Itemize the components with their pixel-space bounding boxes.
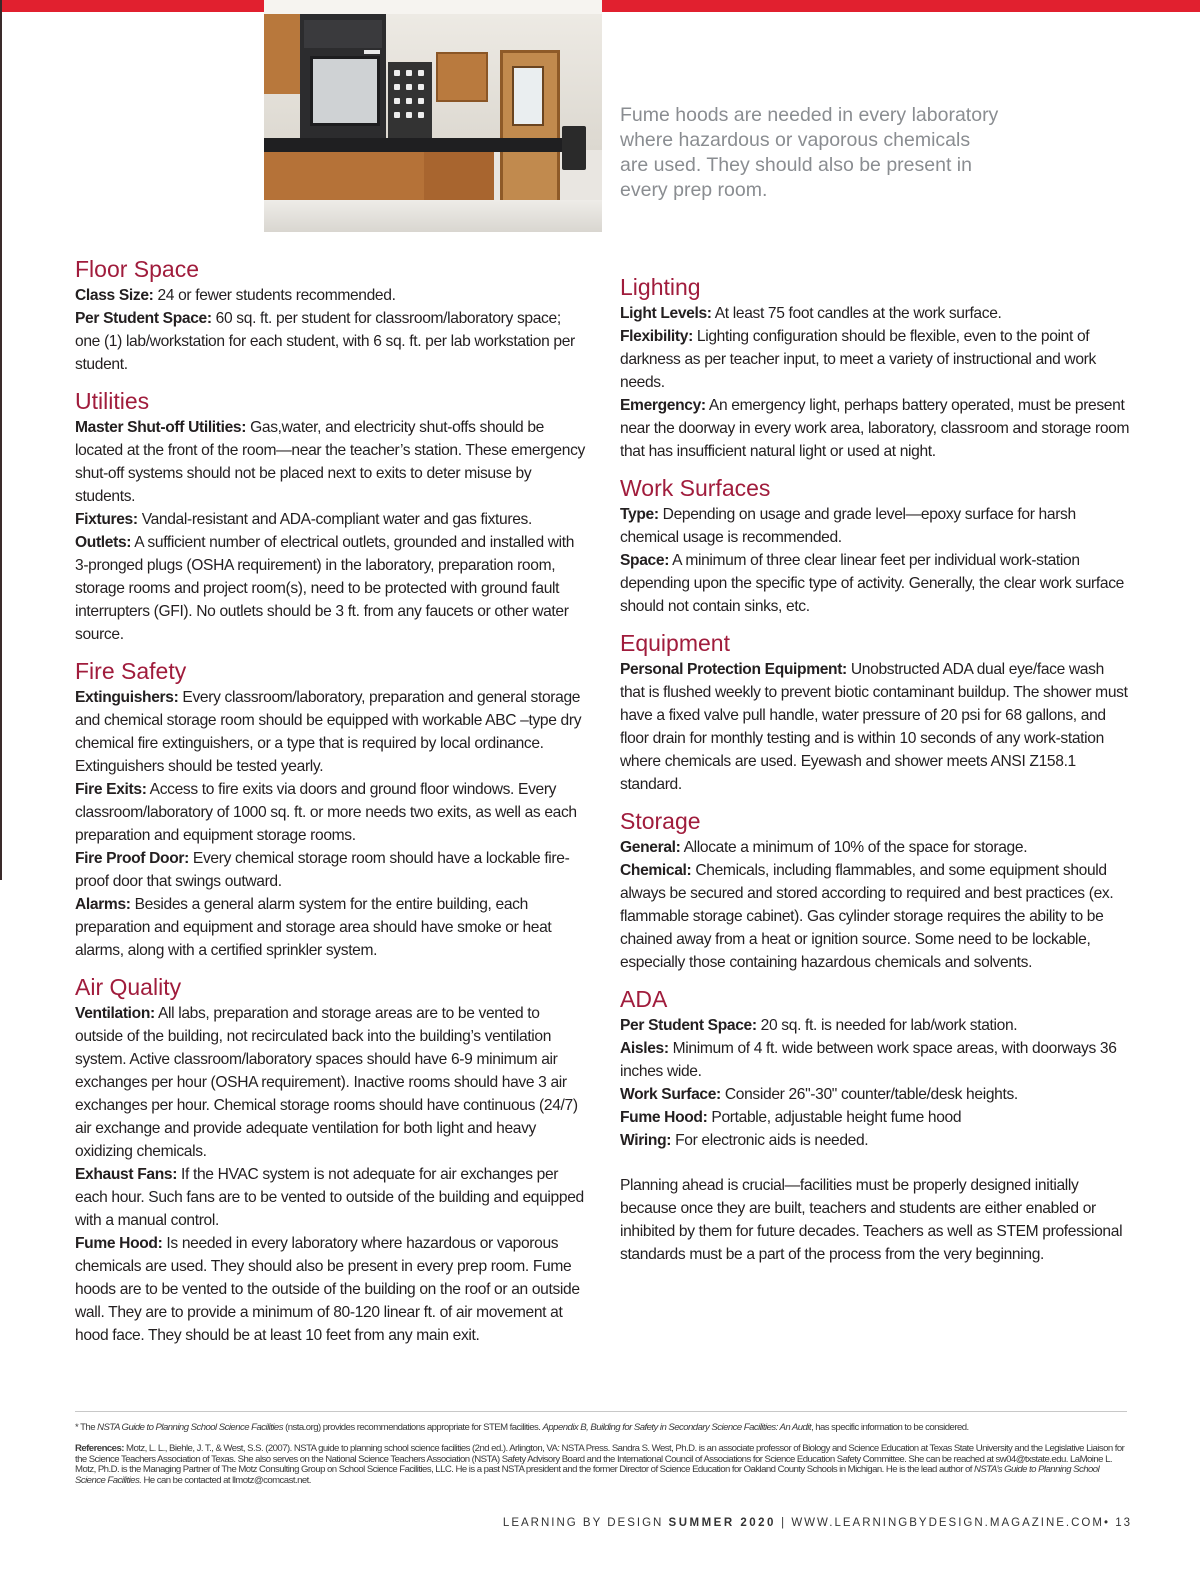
term-text: Every classroom/laboratory, preparation and general storage and chemical storage room should be equipped with workable ABC –type dry chemical fire extinguishers, or a type that is required by local ordinance. Extinguishers should be tested yearly. — [75, 689, 582, 775]
term-text: Lighting configuration should be flexible, even to the point of darkness as per teacher input, to meet a variety of instructional and work needs. — [620, 328, 1096, 391]
footnote — [75, 1422, 1127, 1433]
paragraph-fume-hood — [75, 1232, 587, 1347]
paragraph-alarms — [75, 893, 587, 962]
term-label: General: — [620, 839, 681, 856]
term-text: Consider 26"-30" counter/table/desk heights. — [720, 1086, 1018, 1103]
paragraph-flexibility — [620, 325, 1132, 394]
section-heading: Floor Space — [75, 256, 200, 282]
term-label: Flexibility: — [620, 328, 693, 345]
term-text: Chemicals, including flammables, and some equipment should always be secured and stored according to required and best practices (ex. flammable storage cabinet). Gas cylinder storage requires the ability to be chained away from a heat or ignition source. Some need to be lockable, especially those containing hazardous chemicals and solvents. — [620, 862, 1114, 971]
page-edge-line — [0, 0, 2, 880]
term-text: Besides a general alarm system for the entire building, each preparation and equipment and storage area should have smoke or heat alarms, along with a certified sprinkler system. — [75, 896, 552, 959]
term-text: For electronic aids is needed. — [671, 1132, 869, 1149]
references-guide-title: NSTA’s Guide to Planning School Science Facilities. — [75, 1464, 1100, 1486]
paragraph-fixtures — [75, 508, 587, 531]
term-label: Class Size: — [75, 287, 154, 304]
section-equipment — [620, 630, 1132, 796]
paragraph-fire-proof-door — [75, 847, 587, 893]
term-label: Personal Protection Equipment: — [620, 661, 847, 678]
term-label: Emergency: — [620, 397, 706, 414]
references-text: Motz, L. L., Biehle, J. T., & West, S.S. (2007). NSTA guide to planning school science facilities (2nd ed.). Arlington, VA: NSTA Press. Sandra S. West, Ph.D. is an associate professor of Biology and Science Education at Texas State University and the Legislative Liaison for the Science Teachers Association of Texas. She also serves on the National Science Teachers Association (NSTA) Safety Advisory Board and the International Council of Associations for Science Education Safety Committee. She can be reached at sw04@txstate.edu. LaMoine L. Motz, Ph.D. is the Managing Partner of The Motz Consulting Group on School Science Facilities, LLC. He is a past NSTA president and the former Director of Science Education for Oakland County Schools in Michigan. He is the lead author of — [75, 1443, 1125, 1475]
footnote-appendix-title: Appendix B, Building for Safety in Secondary Science Facilities: An Audit — [542, 1422, 811, 1433]
paragraph-ventilation — [75, 1002, 587, 1163]
term-label: Chemical: — [620, 862, 692, 879]
footer-separator: | — [781, 1517, 787, 1529]
term-text: Unobstructed ADA dual eye/face wash that is flushed weekly to prevent biotic contaminant buildup. The shower must have a fixed valve pull handle, water pressure of 20 psi for 68 gallons, and floor drain for monthly testing and is within 10 seconds of any work-station where chemicals are used. Eyewash and shower meets ANSI Z158.1 standard. — [620, 661, 1128, 793]
section-fire-safety — [75, 658, 587, 962]
term-label: Type: — [620, 506, 659, 523]
term-text: A sufficient number of electrical outlets, grounded and installed with 3-pronged plugs (OSHA requirement) in the laboratory, preparation room, storage rooms and project room(s), need to be protected with ground fault interrupters (GFI). No outlets should be 3 ft. from any faucets or other water source. — [75, 534, 575, 643]
term-label: Alarms: — [75, 896, 131, 913]
paragraph-chemical — [620, 859, 1132, 974]
paragraph-extinguishers — [75, 686, 587, 778]
term-text: Is needed in every laboratory where hazardous or vaporous chemicals are used. They should also be present in every prep room. Fume hoods are to be vented to the outside of the building on the roof or an outside wall. They are to provide a minimum of 80-120 linear ft. of air movement at hood face. They should be at least 10 feet from any main exit. — [75, 1235, 580, 1344]
term-label: Master Shut-off Utilities: — [75, 419, 247, 436]
paragraph-fume-hood — [620, 1106, 1132, 1129]
paragraph-fire-exits — [75, 778, 587, 847]
term-text: An emergency light, perhaps battery operated, must be present near the doorway in every work area, laboratory, classroom and storage room that has insufficient natural light or used at night. — [620, 397, 1130, 460]
term-label: Fire Exits: — [75, 781, 147, 798]
footer-bullet: • — [1103, 1517, 1110, 1529]
term-text: Minimum of 4 ft. wide between work space areas, with doorways 36 inches wide. — [620, 1040, 1117, 1080]
caption-line: Fume hoods are needed in every laboratory — [620, 104, 999, 126]
section-heading: Equipment — [620, 630, 730, 656]
issue-label: SUMMER 2020 — [668, 1517, 776, 1529]
section-work-surfaces — [620, 475, 1132, 618]
term-text: Every chemical storage room should have a lockable fire-proof door that swings outward. — [75, 850, 570, 890]
page-number: 13 — [1115, 1517, 1132, 1529]
website-link[interactable]: WWW.LEARNINGBYDESIGN.MAGAZINE.COM — [791, 1517, 1104, 1529]
term-label: Extinguishers: — [75, 689, 179, 706]
paragraph-type — [620, 503, 1132, 549]
term-label: Fixtures: — [75, 511, 138, 528]
term-label: Wiring: — [620, 1132, 672, 1149]
section-heading: Fire Safety — [75, 658, 187, 684]
closing-paragraph: Planning ahead is crucial—facilities must be properly designed initially because once they are built, teachers and students are either enabled or inhibited by them for future decades. Teachers as well as STEM professional standards must be a part of the process from the very beginning. — [620, 1177, 1123, 1263]
section-air-quality — [75, 974, 587, 1347]
term-text: If the HVAC system is not adequate for air exchanges per each hour. Such fans are to be vented to outside of the building and equipped with a manual control. — [75, 1166, 584, 1229]
paragraph-space — [620, 549, 1132, 618]
references-text: He can be contacted at llmotz@comcast.net. — [141, 1474, 311, 1486]
term-text: 60 sq. ft. per student for classroom/laboratory space; one (1) lab/workstation for each student, with 6 sq. ft. per lab workstation per student. — [75, 310, 575, 373]
term-label: Fume Hood: — [620, 1109, 708, 1126]
paragraph-master-shut-off-utilities — [75, 416, 587, 508]
section-ada — [620, 986, 1132, 1152]
term-text: A minimum of three clear linear feet per individual work-station depending upon the specific type of activity. Generally, the clear work surface should not contain sinks, etc. — [620, 552, 1124, 615]
section-heading: Work Surfaces — [620, 475, 771, 501]
section-heading: Air Quality — [75, 974, 182, 1000]
right-column — [620, 274, 1132, 1266]
term-text: All labs, preparation and storage areas are to be vented to outside of the building, not recirculated back into the building’s ventilation system. Active classroom/laboratory spaces should have 6-9 minimum air exchanges per hour (OSHA requirement). Inactive rooms should have 3 air exchanges per hour. Chemical storage rooms should have continuous (24/7) air exchange and provide adequate ventilation for both light and heavy oxidizing chemicals. — [75, 1005, 578, 1160]
section-heading: ADA — [620, 986, 668, 1012]
term-label: Outlets: — [75, 534, 132, 551]
term-label: Fire Proof Door: — [75, 850, 189, 867]
photo-caption — [620, 103, 1050, 203]
term-text: At least 75 foot candles at the work surface. — [711, 305, 1002, 322]
term-text: Depending on usage and grade level—epoxy surface for harsh chemical usage is recommended. — [620, 506, 1076, 546]
term-text: Gas,water, and electricity shut-offs should be located at the front of the room—near the teacher’s station. These emergency shut-off systems should not be placed next to exits to deter misuse by students. — [75, 419, 585, 505]
paragraph-per-student-space — [75, 307, 587, 376]
caption-line: every prep room. — [620, 179, 768, 201]
term-label: Space: — [620, 552, 670, 569]
paragraph-work-surface — [620, 1083, 1132, 1106]
magazine-name: LEARNING BY DESIGN — [502, 1517, 664, 1529]
term-text: Vandal-resistant and ADA-compliant water and gas fixtures. — [137, 511, 532, 528]
paragraph-outlets — [75, 531, 587, 646]
paragraph-emergency — [620, 394, 1132, 463]
term-label: Light Levels: — [620, 305, 712, 322]
term-label: Per Student Space: — [75, 310, 212, 327]
term-label: Fume Hood: — [75, 1235, 163, 1252]
term-text: Access to fire exits via doors and ground floor windows. Every classroom/laboratory of 1000 sq. ft. or more needs two exits, as well as each preparation and equipment storage rooms. — [75, 781, 577, 844]
page-footer — [503, 1514, 1132, 1532]
section-heading: Lighting — [620, 274, 701, 300]
footnote-text: (nsta.org) provides recommendations appropriate for STEM facilities. — [282, 1422, 543, 1433]
paragraph-light-levels — [620, 302, 1132, 325]
term-label: Work Surface: — [620, 1086, 721, 1103]
paragraph-wiring — [620, 1129, 1132, 1152]
footnote-text: * The — [75, 1422, 98, 1433]
caption-line: are used. They should also be present in — [620, 154, 972, 176]
footnote-guide-title: NSTA Guide to Planning School Science Facilities — [97, 1422, 283, 1433]
references — [75, 1444, 1127, 1486]
paragraph-exhaust-fans — [75, 1163, 587, 1232]
paragraph-general — [620, 836, 1132, 859]
section-heading: Storage — [620, 808, 701, 834]
term-text: Allocate a minimum of 10% of the space for storage. — [680, 839, 1028, 856]
section-utilities — [75, 388, 587, 646]
paragraph-class-size — [75, 284, 587, 307]
section-floor-space — [75, 256, 587, 376]
paragraph-per-student-space — [620, 1014, 1132, 1037]
paragraph-aisles — [620, 1037, 1132, 1083]
term-text: 20 sq. ft. is needed for lab/work station. — [756, 1017, 1018, 1034]
section-lighting — [620, 274, 1132, 463]
term-text: 24 or fewer students recommended. — [153, 287, 396, 304]
caption-line: where hazardous or vaporous chemicals — [620, 129, 971, 151]
section-storage — [620, 808, 1132, 974]
paragraph-personal-protection-equipment — [620, 658, 1132, 796]
fume-hood-lab-photo — [264, 0, 602, 232]
term-label: Aisles: — [620, 1040, 669, 1057]
footnote-text: , has specific information to be considered. — [811, 1422, 969, 1433]
left-column — [75, 256, 587, 1347]
section-heading: Utilities — [75, 388, 150, 414]
footer-divider — [75, 1411, 1127, 1412]
term-label: Ventilation: — [75, 1005, 155, 1022]
references-label: References: — [75, 1443, 124, 1454]
term-label: Exhaust Fans: — [75, 1166, 178, 1183]
term-label: Per Student Space: — [620, 1017, 757, 1034]
term-text: Portable, adjustable height fume hood — [707, 1109, 962, 1126]
